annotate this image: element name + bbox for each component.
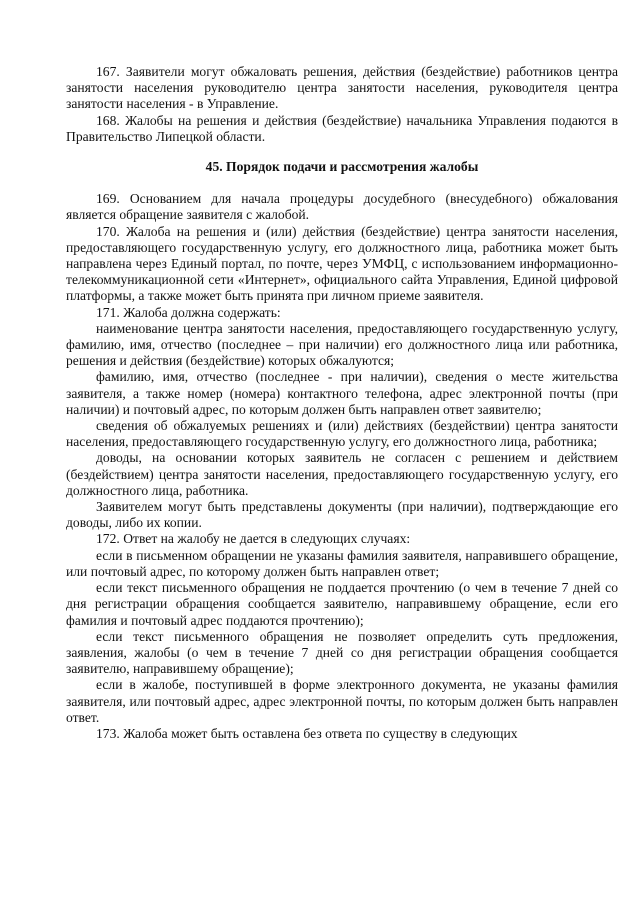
paragraph-168: 168. Жалобы на решения и действия (бездействие) начальника Управления подаются в Правительство Липецкой области. [66,112,618,144]
paragraph-172: 172. Ответ на жалобу не дается в следующих случаях: [96,531,411,547]
document-page [66,64,618,742]
paragraph-171: 171. Жалоба должна содержать: [96,304,281,320]
paragraph-171-item-2: фамилию, имя, отчество (последнее - при наличии), сведения о месте жительства заявителя, а также номер (номера) контактного телефона, адрес электронной почты (при наличии) и почтовый адрес, по которым должен быть направлен ответ заявителю; [66,369,618,417]
paragraph-171-note: Заявителем могут быть представлены документы (при наличии), подтверждающие его доводы, либо их копии. [66,499,618,531]
paragraph-170: 170. Жалоба на решения и (или) действия (бездействие) центра занятости населения, предоставляющего государственную услугу, его должностного лица, работника может быть направлена через Единый портал, по почте, через УМФЦ, с использованием информационно-телекоммуникационной сети «Интернет», официального сайта Управления, Единой цифровой платформы, а также может быть принята при личном приеме заявителя. [66,223,618,304]
paragraph-172-item-1: если в письменном обращении не указаны фамилия заявителя, направившего обращение, или почтовый адрес, по которому должен быть направлен ответ; [66,547,618,579]
section-heading: 45. Порядок подачи и рассмотрения жалобы [205,159,479,175]
paragraph-171-item-3: сведения об обжалуемых решениях и (или) действиях (бездействии) центра занятости населения, предоставляющего государственную услугу, его должностного лица, работника; [66,418,618,450]
paragraph-169: 169. Основанием для начала процедуры досудебного (внесудебного) обжалования является обращение заявителя с жалобой. [66,191,618,223]
paragraph-172-item-4: если в жалобе, поступившей в форме электронного документа, не указаны фамилия заявителя, или почтовый адрес, адрес электронной почты, по которым должен быть направлен ответ. [66,677,618,725]
paragraph-173: 173. Жалоба может быть оставлена без ответа по существу в следующих [96,725,518,741]
paragraph-172-item-2: если текст письменного обращения не поддается прочтению (о чем в течение 7 дней со дня регистрации обращения сообщается заявителю, направившему обращение, если его фамилия и почтовый адрес поддаются прочтению); [66,580,618,628]
paragraph-171-item-4: доводы, на основании которых заявитель не согласен с решением и действием (бездействием) центра занятости населения, предоставляющего государственную услугу, его должностного лица, работника. [66,450,618,498]
paragraph-172-item-3: если текст письменного обращения не позволяет определить суть предложения, заявления, жалобы (о чем в течение 7 дней со дня регистрации обращения сообщается заявителю, направившему обращение); [66,628,618,677]
paragraph-167: 167. Заявители могут обжаловать решения, действия (бездействие) работников центра занятости населения руководителю центра занятости населения, руководителя центра занятости населения - в Управление. [66,64,618,112]
paragraph-171-item-1: наименование центра занятости населения, предоставляющего государственную услугу, фамилию, имя, отчество (последнее – при наличии) его должностного лица или работника, решения и действия (бездействие) которых обжалуются; [66,320,618,369]
